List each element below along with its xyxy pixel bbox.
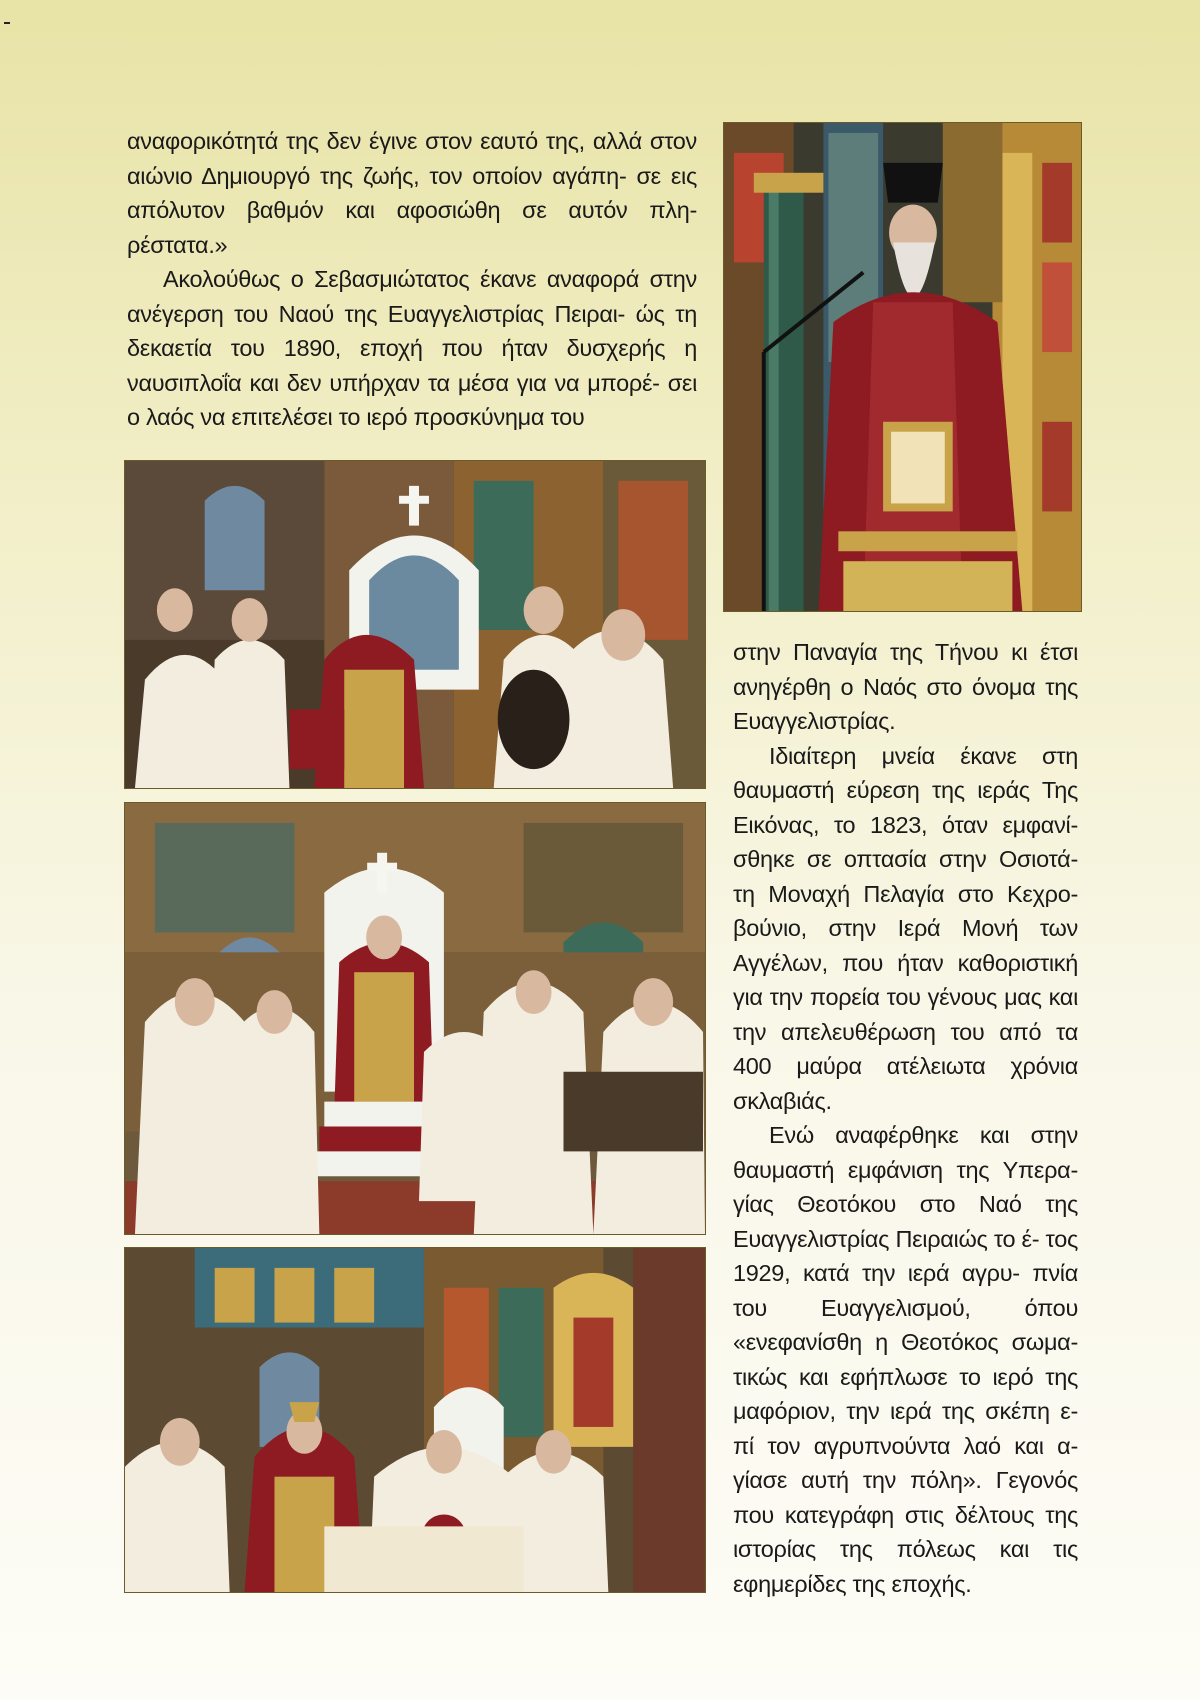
photo-bishop-speaking (723, 122, 1082, 612)
photo-altar-clergy (124, 460, 706, 789)
right-paragraph-2: Ιδιαίτερη μνεία έκανε στη θαυμαστή εύρεση της ιεράς Της Εικόνας, το 1823, όταν εμφανί- σθηκε σε οπτασία στην Οσιοτά- τη Μοναχή Πελαγία στο Κεχρο- βούνιο, στην Ιερά Μονή των Αγγέλων, που ήταν καθοριστική για την πορεία του γένους μας και την απελευθέρωση του από τα 400 μαύρα ατέλειωτα χρόνια σκλαβιάς. (733, 742, 1078, 1114)
photo-altar-clergy-image (125, 461, 705, 788)
photo-divine-liturgy-image (125, 1248, 705, 1592)
right-paragraph-1: στην Παναγία της Τήνου κι έτσι ανηγέρθη ο Ναός στο όνομα της Ευαγγελιστρίας. (733, 639, 1078, 734)
right-paragraph-3: Ενώ αναφέρθηκε και στην θαυμαστή εμφάνιση της Υπερα- γίας Θεοτόκου στο Ναό της Ευαγγελιστρίας Πειραιώς το έ- τος 1929, κατά την ιερά αγρυ- πνία του Ευαγγελισμού, όπου «ενεφανίσθη η Θεοτόκος σωμα- τικώς και εφήπλωσε το ιερό της μαφόριον, την ιερά της σκέπη ε- πί τον αγρυπνούντα λαό και α- γίασε αυτή την πόλη». Γεγονός που κατεγράφη στις δέλτους της ιστορίας της πόλεως και τις εφημερίδες της εποχής. (733, 1122, 1078, 1597)
photo-bishop-throne-image (125, 803, 705, 1234)
right-text-column (733, 635, 1078, 1601)
left-text-column (127, 124, 697, 435)
photo-divine-liturgy (124, 1247, 706, 1593)
left-paragraph-2: Ακολούθως ο Σεβασμιώτατος έκανε αναφορά στην ανέγερση του Ναού της Ευαγγελιστρίας Πειραι- ώς τη δεκαετία του 1890, εποχή που ήταν δυσχερής η ναυσιπλοΐα και δεν υπήρχαν τα μέσα για να μπορέ- σει ο λαός να επιτελέσει το ιερό προσκύνημα του (127, 266, 697, 430)
photo-bishop-throne (124, 802, 706, 1235)
photo-bishop-speaking-image (724, 123, 1081, 611)
left-paragraph-1: αναφορικότητά της δεν έγινε στον εαυτό της, αλλά στον αιώνιο Δημιουργό της ζωής, τον οποίον αγάπη- σε εις απόλυτον βαθμόν και αφοσιώθη σε αυτόν πλη- ρέστατα.» (127, 128, 697, 258)
page-crop-mark (4, 22, 10, 24)
